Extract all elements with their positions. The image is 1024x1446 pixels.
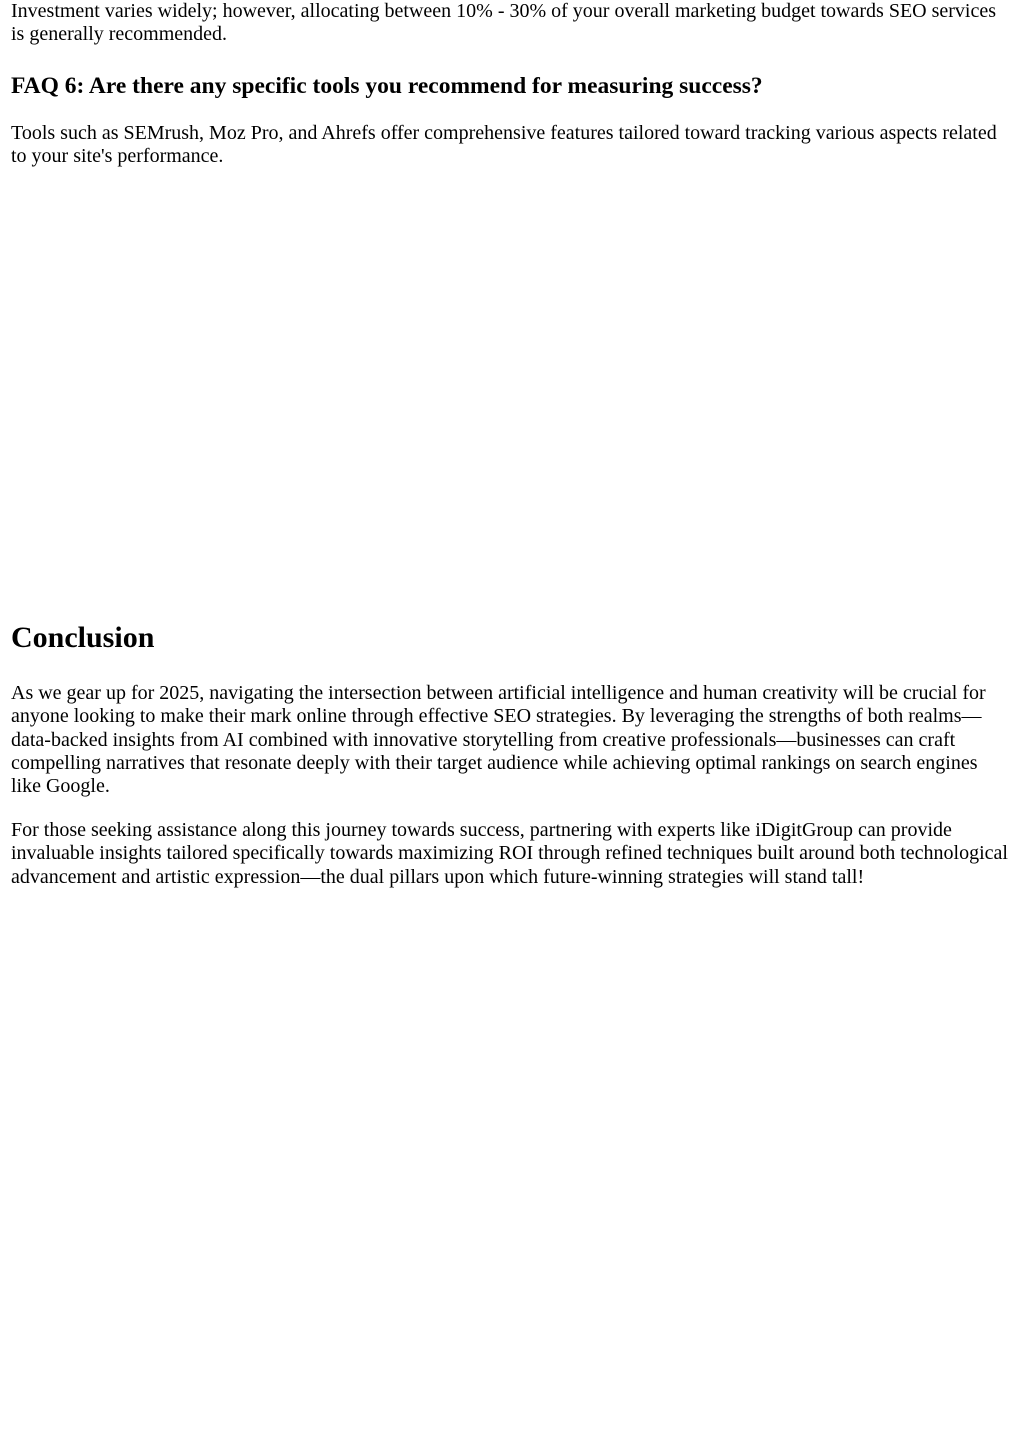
faq-5-answer: Investment varies widely; however, allocating between 10% - 30% of your overall marketing budget towards SEO services is generally recommended. <box>11 0 997 46</box>
conclusion-paragraph-2: For those seeking assistance along this journey towards success, partnering with experts like iDigitGroup can provide invaluable insights tailored specifically towards maximizing ROI through refined techniques built around both technological advancement and artistic expression—the dual pillars upon which future-winning strategies will stand tall! <box>11 819 1008 888</box>
conclusion-heading: Conclusion <box>11 621 155 654</box>
faq-6-answer: Tools such as SEMrush, Moz Pro, and Ahrefs offer comprehensive features tailored toward tracking various aspects related to your site's performance. <box>11 122 997 168</box>
conclusion-paragraph-1: As we gear up for 2025, navigating the intersection between artificial intelligence and human creativity will be crucial for anyone looking to make their mark online through effective SEO strategies. By leveraging the strengths of both realms—data-backed insights from AI combined with innovative storytelling from creative professionals—businesses can craft compelling narratives that resonate deeply with their target audience while achieving optimal rankings on search engines like Google. <box>11 682 986 798</box>
faq-6-question-heading: FAQ 6: Are there any specific tools you recommend for measuring success? <box>11 73 763 99</box>
